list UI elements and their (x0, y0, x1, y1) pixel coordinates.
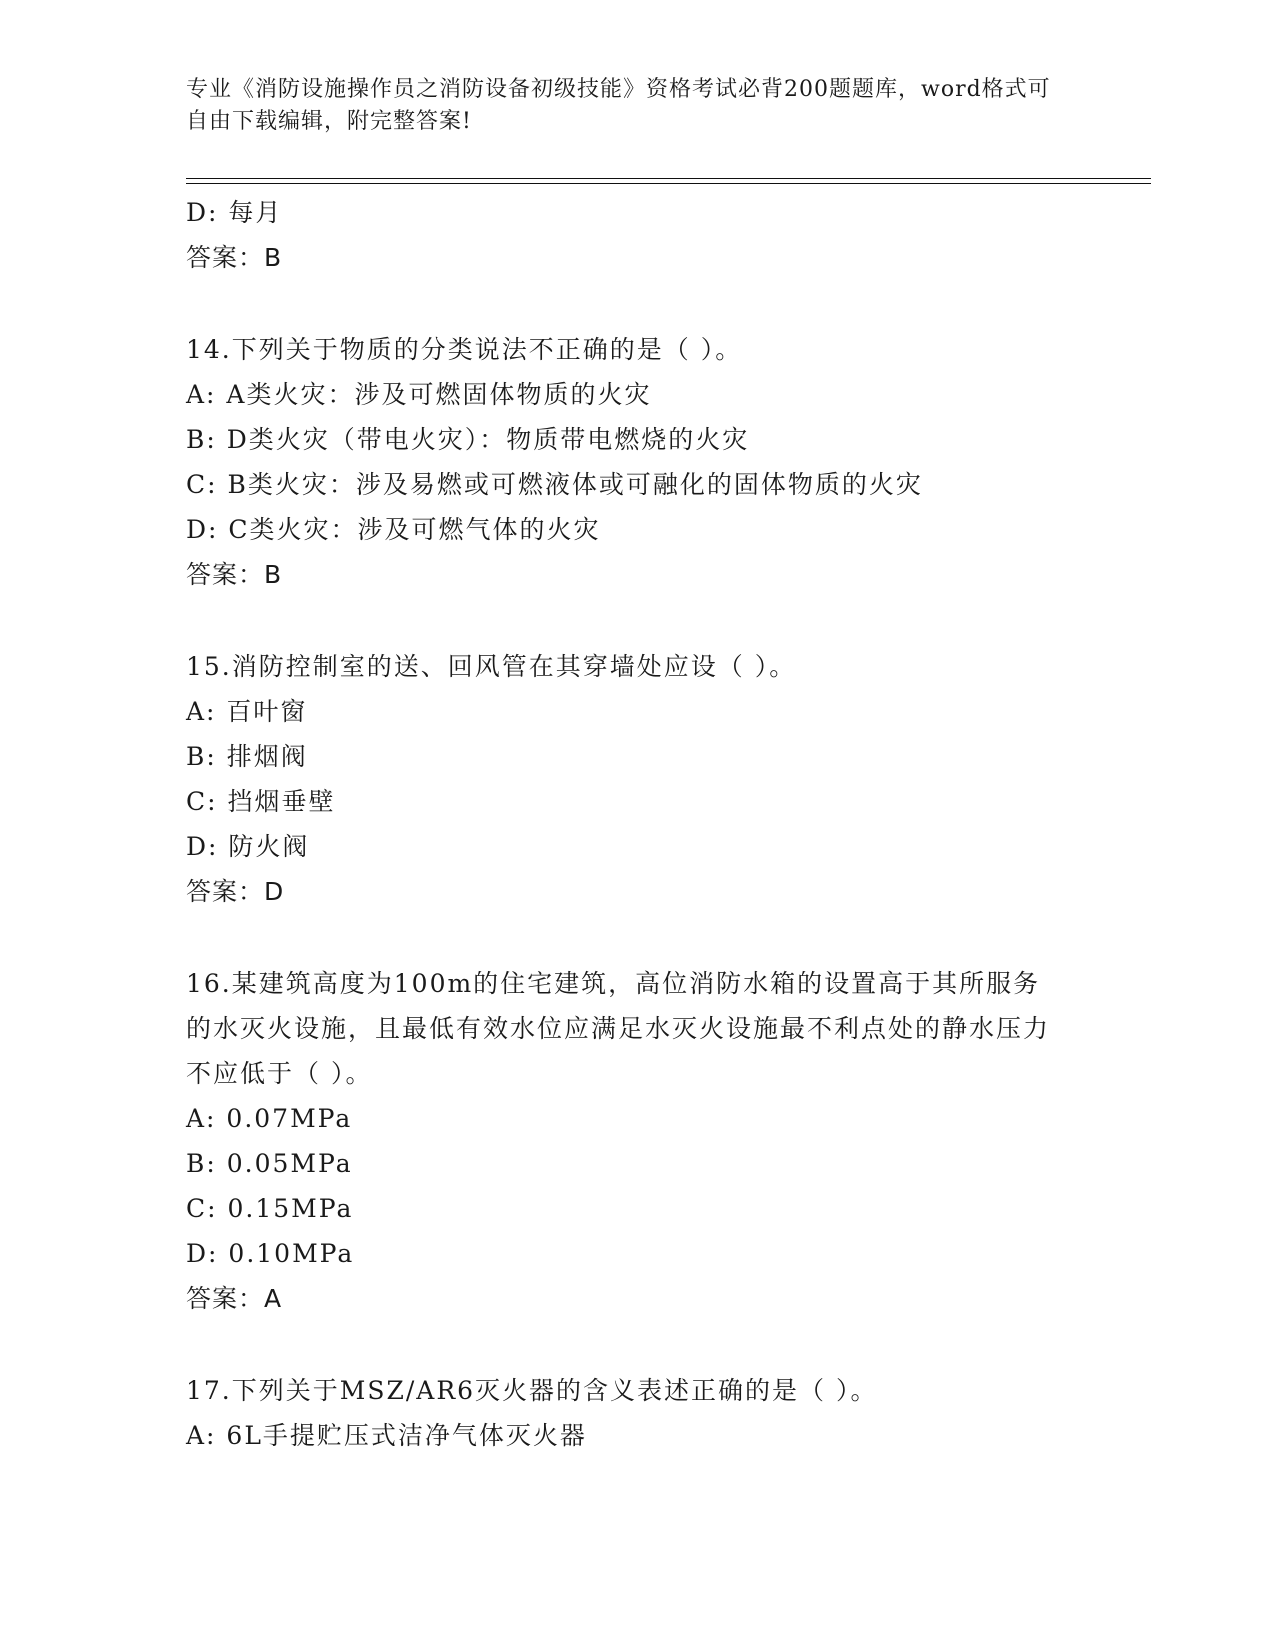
question-16 (186, 961, 1086, 1321)
option-b: B: 0.05MPa (186, 1149, 353, 1178)
document-body (186, 190, 1086, 1458)
question-stem: 15.消防控制室的送、回风管在其穿墙处应设（ ）。 (186, 652, 797, 681)
header-rule-top (186, 178, 1151, 179)
option-d: D: 0.10MPa (186, 1239, 355, 1268)
document-header: 专业《消防设施操作员之消防设备初级技能》资格考试必背200题题库，word格式可自由下载编辑，附完整答案! (186, 77, 1051, 134)
option-d: D: C类火灾：涉及可燃气体的火灾 (186, 515, 601, 544)
question-stem: 17.下列关于MSZ/AR6灭火器的含义表述正确的是（ ）。 (186, 1376, 878, 1405)
option-d: D: 每月 (186, 198, 283, 227)
option-a: A: A类火灾：涉及可燃固体物质的火灾 (186, 380, 652, 409)
option-b: B: D类火灾（带电火灾）：物质带电燃烧的火灾 (186, 425, 750, 454)
option-a: A: 0.07MPa (186, 1104, 353, 1133)
question-stem: 16.某建筑高度为100m的住宅建筑，高位消防水箱的设置高于其所服务的水灭火设施，且最低有效水位应满足水灭火设施最不利点处的静水压力不应低于（ ）。 (186, 969, 1051, 1088)
option-a: A: 6L手提贮压式洁净气体灭火器 (186, 1421, 587, 1450)
answer: 答案：B (186, 243, 283, 272)
option-c: C: 挡烟垂壁 (186, 787, 336, 816)
option-d: D: 防火阀 (186, 832, 310, 861)
question-14 (186, 327, 1086, 597)
question-17 (186, 1368, 1086, 1458)
question-15 (186, 644, 1086, 914)
question-stem: 14.下列关于物质的分类说法不正确的是（ ）。 (186, 335, 743, 364)
header-rule-bottom (186, 183, 1151, 184)
option-c: C: B类火灾：涉及易燃或可燃液体或可融化的固体物质的火灾 (186, 470, 923, 499)
answer: 答案：B (186, 560, 283, 589)
option-c: C: 0.15MPa (186, 1194, 354, 1223)
answer: 答案：D (186, 877, 285, 906)
option-b: B: 排烟阀 (186, 742, 308, 771)
option-a: A: 百叶窗 (186, 697, 308, 726)
prev-question-tail (186, 190, 1086, 280)
answer: 答案：A (186, 1284, 283, 1313)
